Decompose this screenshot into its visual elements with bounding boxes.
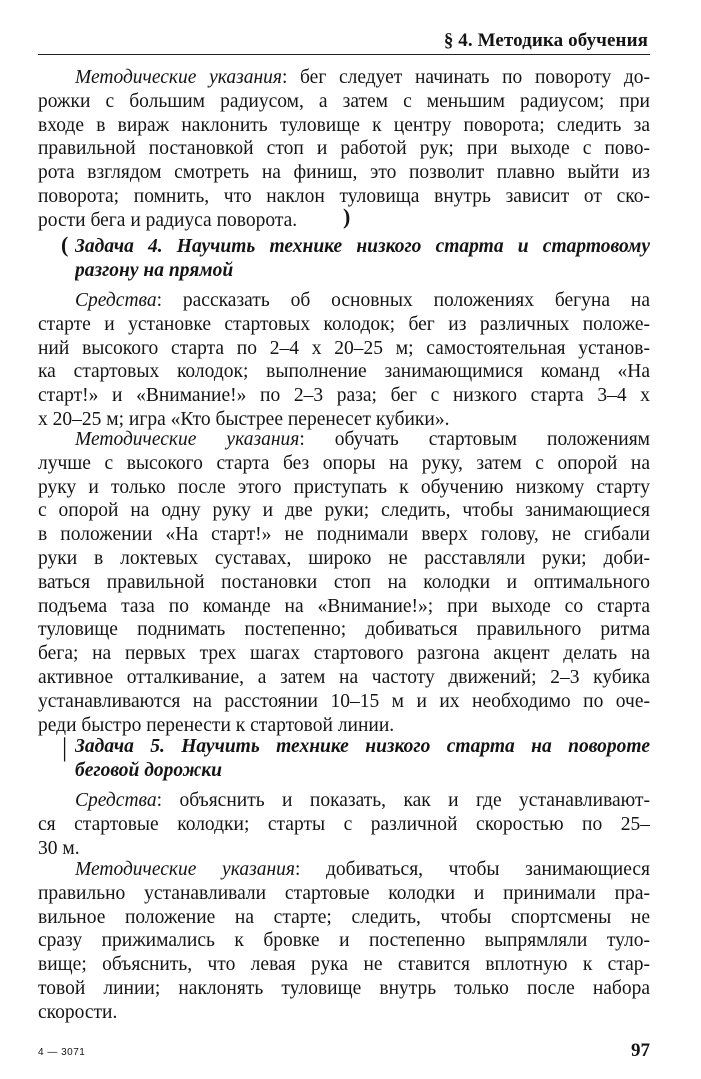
task-heading: Задача 4. Научить технике низкого старта и стартовому: [75, 236, 650, 257]
paragraph-label: Методические указания: [75, 67, 282, 88]
text-line: [38, 882, 650, 905]
text-line: [75, 735, 650, 758]
text-line: [38, 161, 650, 184]
text-line: [38, 137, 650, 160]
line-text: руку и только после этого приступать к обучению низкому старту: [38, 476, 650, 498]
line-text: сразу прижимались к бровке и постепенно выпрямляли туло-: [38, 930, 650, 952]
text-line: [38, 547, 650, 570]
line-text: рота взглядом смотреть на финиш, это позволит плавно выйти из: [38, 162, 650, 184]
signature-code: 4 — 3071: [38, 1047, 86, 1058]
line-text: рожки с большим радиусом, а затем с меньшим радиусом; при: [38, 90, 650, 112]
line-text: руки в локтевых суставах, широко не расставляли руки; доби-: [38, 548, 650, 569]
text-line: [38, 690, 650, 713]
text-line: [38, 66, 650, 89]
line-text: реди быстро перенести к стартовой линии.: [38, 714, 395, 736]
line-text: вильное положение на старте; следить, чтобы спортсмены не: [38, 906, 650, 928]
text-line: [38, 114, 650, 137]
line-text: поворота; помнить, что наклон туловища внутрь зависит от ско-: [38, 186, 650, 207]
text-line: [38, 789, 650, 812]
line-text: : добиваться, чтобы занимающиеся: [294, 859, 650, 880]
line-text: х 20–25 м; игра «Кто быстрее перенесет кубики».: [38, 409, 450, 430]
line-text: : рассказать об основных положениях бегуна на: [156, 290, 650, 311]
task-heading: разгону на прямой: [75, 259, 234, 281]
text-line: [38, 337, 650, 360]
text-line: [38, 906, 650, 929]
line-text: в положении «На старт!» не поднимали вверх голову, не сгибали: [38, 524, 650, 546]
paragraph-label: Средства: [75, 790, 157, 811]
text-line: [38, 1001, 650, 1024]
line-text: правильно устанавливали стартовые колодки и принимали пра-: [38, 882, 650, 904]
margin-mark-bracket: ): [343, 204, 351, 229]
line-text: с опорой на одну руку и две руки; следить, чтобы занимающиеся: [38, 500, 650, 522]
running-header: [38, 30, 650, 55]
line-text: ся стартовые колодки; старты с различной скоростью по 25–: [38, 813, 650, 835]
text-line: [38, 953, 650, 976]
task-heading: Задача 5. Научить технике низкого старта на повороте: [75, 736, 650, 757]
margin-mark-bar: |: [62, 733, 68, 762]
text-line: [75, 259, 650, 282]
margin-mark-bracket: (: [61, 232, 69, 257]
text-line: [38, 90, 650, 113]
line-text: входе в вираж наклонить туловище к центру поворота; следить за: [38, 114, 650, 136]
text-line: [38, 452, 650, 475]
section-title: § 4. Методика обучения: [443, 30, 648, 51]
text-line: [38, 523, 650, 546]
text-line: [38, 384, 650, 407]
line-text: : обучать стартовым положениям: [299, 429, 650, 450]
line-text: ний высокого старта по 2–4 х 20–25 м; самостоятельная установ-: [38, 337, 650, 359]
line-text: правильной постановкой стоп и работой рук; при выходе с пово-: [38, 138, 650, 160]
text-line: [38, 618, 650, 641]
line-text: ваться правильной постановки стоп на колодки и оптимального: [38, 571, 650, 593]
line-text: старте и установке стартовых колодок; бег из различных положе-: [38, 313, 650, 335]
line-text: туловище поднимать постепенно; добиваться правильного ритма: [38, 619, 650, 641]
line-text: : бег следует начинать по повороту до-: [281, 67, 650, 88]
text-line: [75, 235, 650, 258]
text-line: [38, 428, 650, 451]
page-number: 97: [631, 1040, 650, 1061]
text-line: [38, 313, 650, 336]
text-line: [38, 642, 650, 665]
paragraph-label: Средства: [75, 290, 157, 311]
line-text: вище; объяснить, что левая рука не ставится вплотную к стар-: [38, 954, 650, 976]
paragraph-label: Методические указания: [75, 859, 295, 880]
line-text: подъема таза по команде на «Внимание!»; при выходе со старта: [38, 595, 650, 617]
line-text: товой линии; наклонять туловище внутрь только после набора: [38, 978, 650, 999]
text-line: [38, 666, 650, 689]
text-line: [75, 759, 650, 782]
text-line: [38, 289, 650, 312]
text-line: [38, 858, 650, 881]
line-text: устанавливаются на расстоянии 10–15 м и их необходимо по оче-: [38, 690, 650, 712]
text-line: [38, 595, 650, 618]
line-text: активное отталкивание, а затем на частоту движений; 2–3 кубика: [38, 667, 650, 688]
line-text: 30 м.: [38, 837, 80, 859]
text-line: [38, 499, 650, 522]
line-text: ка стартовых колодок; выполнение занимающимися команд «На: [38, 361, 650, 383]
line-text: лучше с высокого старта без опоры на руку, затем с опорой на: [38, 452, 650, 474]
line-text: скорости.: [38, 1001, 118, 1023]
text-line: [38, 714, 650, 737]
text-line: [38, 571, 650, 594]
text-line: [38, 476, 650, 499]
text-line: [38, 929, 650, 952]
line-text: старт!» и «Внимание!» по 2–3 раза; бег с низкого старта 3–4 х: [38, 385, 650, 407]
task-heading: беговой дорожки: [75, 759, 222, 781]
line-text: рости бега и радиуса поворота.: [38, 209, 298, 231]
text-line: [38, 977, 650, 1000]
line-text: бега; на первых трех шагах стартового разгона акцент делать на: [38, 643, 650, 665]
text-line: [38, 837, 650, 860]
text-line: [38, 813, 650, 836]
text-line: [38, 360, 650, 383]
line-text: : объяснить и показать, как и где устанавливают-: [156, 790, 650, 811]
paragraph-label: Методические указания: [75, 429, 300, 450]
